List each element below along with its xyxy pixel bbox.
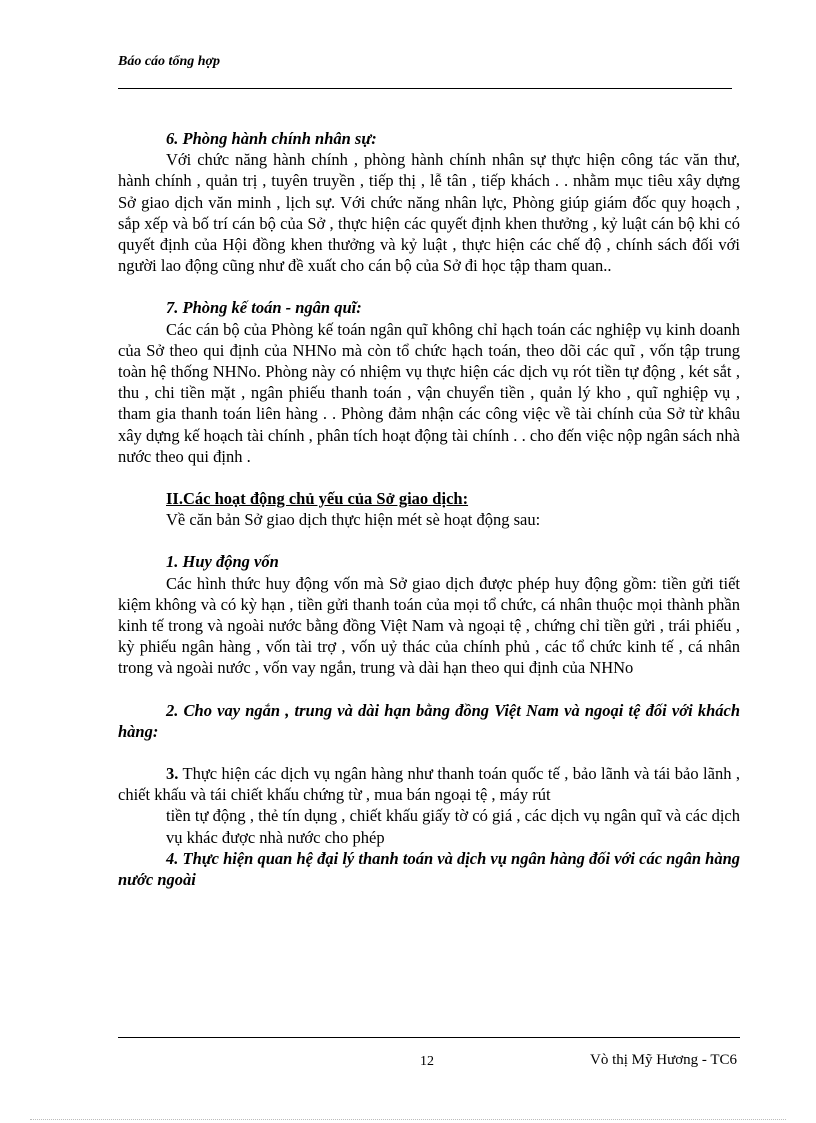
- section-7-heading: 7. Phòng kế toán - ngân quĩ:: [166, 298, 362, 318]
- activity-3-body-continued: tiền tự động , thẻ tín dụng , chiết khấu giấy tờ có giá , các dịch vụ ngân quĩ và các dịch vụ khác được nhà nước cho phép: [166, 806, 740, 847]
- activity-3-number: 3.: [166, 764, 179, 784]
- section-ii-title: Các hoạt động chủ yếu của Sở giao dịch:: [182, 489, 469, 509]
- activity-1-heading: 1. Huy động vốn: [166, 552, 279, 572]
- activity-4-heading: 4. Thực hiện quan hệ đại lý thanh toán và dịch vụ ngân hàng đối với các ngân hàng nước ngoài: [118, 848, 740, 890]
- footer-divider: [118, 1037, 740, 1038]
- section-ii-numeral: II.: [166, 489, 183, 509]
- section-6-body: Với chức năng hành chính , phòng hành chính nhân sự thực hiện công tác văn thư, hành chính , quản trị , tuyên truyền , tiếp thị , lễ tân , tiếp khách . . nhằm mục tiêu xây dựng Sở giao dịch văn minh , lịch sự. Với chức năng nhân lực, Phòng giúp giám đốc quy hoạch , sắp xếp và bố trí cán bộ của Sở , thực hiện các quyết định khen thưởng , kỷ luật cán bộ khi có quyết định của Hội đồng khen thưởng và kỷ luật , thực hiện các chế độ , chính sách đối với người lao động cũng như đề xuất cho cán bộ của Sở đi học tập tham quan..: [118, 150, 740, 276]
- section-7-body: Các cán bộ của Phòng kế toán ngân quĩ không chỉ hạch toán các nghiệp vụ kinh doanh của Sở theo qui định của NHNo mà còn tổ chức hạch toán, theo dõi các quĩ , vốn tập trung toàn hệ thống NHNo. Phòng này có nhiệm vụ thực hiện các dịch vụ rót tiền tự động , két sắt , thu , chi tiền mặt , ngân phiếu thanh toán , vận chuyển tiền , quản lý kho , quĩ nghiệp vụ , tham gia thanh toán liên hàng . . Phòng đảm nhận các công việc về tài chính của Sở từ khâu xây dựng kế hoạch tài chính , phân tích hoạt động tài chính . . cho đến việc nộp ngân sách nhà nước theo qui định .: [118, 319, 740, 466]
- activity-3-body: [118, 763, 740, 805]
- page-bottom-border: [30, 1119, 786, 1120]
- activity-1-body: Các hình thức huy động vốn mà Sở giao dịch được phép huy động gồm: tiền gửi tiết kiệm không và có kỳ hạn , tiền gửi thanh toán của mọi tổ chức, cá nhân thuộc mọi thành phần kinh tế trong và ngoài nước bằng đồng Việt Nam và ngoại tệ , chứng chỉ tiền gửi , trái phiếu , kỳ phiếu ngân hàng , vốn tài trợ , vốn uỷ thác của chính phủ , các tổ chức kinh tế , cá nhân trong và ngoài nước , vốn vay ngắn, trung và dài hạn theo qui định của NHNo: [118, 573, 740, 678]
- section-ii-heading: [118, 488, 740, 509]
- activity-3-text-part1: Thực hiện các dịch vụ ngân hàng như thanh toán quốc tế , bảo lãnh và tái bảo lãnh , chiết khấu và tái chiết khấu chứng từ , mua bán ngoại tệ , máy rút: [118, 764, 740, 805]
- section-ii-intro: Về căn bản Sở giao dịch thực hiện mét sè hoạt động sau:: [166, 510, 541, 530]
- page-content: [118, 128, 740, 890]
- document-header-title: Báo cáo tổng hợp: [118, 54, 221, 69]
- page-number: 12: [420, 1054, 434, 1069]
- footer-author: Vò thị Mỹ Hương - TC6: [590, 1052, 738, 1068]
- section-6-heading: 6. Phòng hành chính nhân sự:: [166, 129, 377, 148]
- activity-2-heading: 2. Cho vay ngắn , trung và dài hạn bằng đồng Việt Nam và ngoại tệ đối với khách hàng:: [118, 700, 740, 741]
- header-divider: [118, 88, 732, 89]
